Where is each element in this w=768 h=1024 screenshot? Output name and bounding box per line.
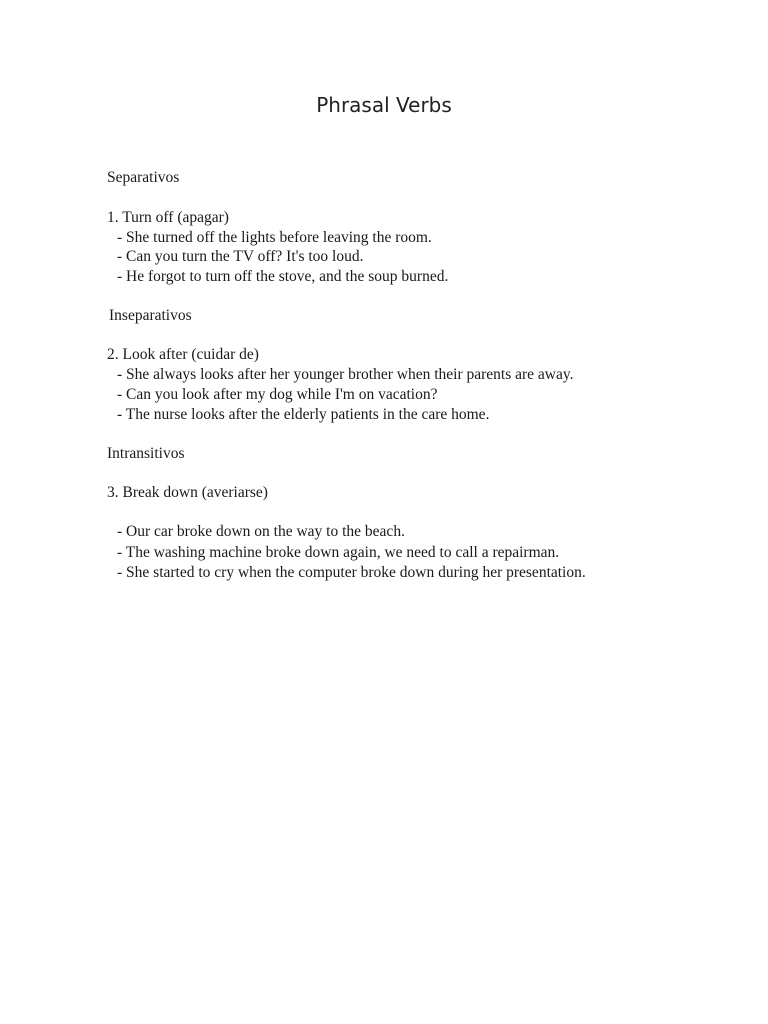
example-sentence: - She turned off the lights before leaving the room. [117,229,432,246]
example-sentence: - Can you turn the TV off? It's too loud. [117,248,364,265]
example-sentence: - He forgot to turn off the stove, and the soup burned. [117,268,449,285]
page-title: Phrasal Verbs [316,93,452,117]
example-sentence: - Can you look after my dog while I'm on vacation? [117,386,438,403]
example-sentence: - Our car broke down on the way to the beach. [117,523,405,540]
section-heading-separativos: Separativos [107,169,180,186]
example-sentence: - The washing machine broke down again, we need to call a repairman. [117,544,560,561]
example-sentence: - She started to cry when the computer broke down during her presentation. [117,564,586,581]
example-sentence: - She always looks after her younger brother when their parents are away. [117,366,574,383]
verb-look-after: 2. Look after (cuidar de) [107,346,259,363]
section-heading-inseparativos: Inseparativos [109,307,192,324]
example-sentence: - The nurse looks after the elderly patients in the care home. [117,406,490,423]
verb-break-down: 3. Break down (averiarse) [107,484,268,501]
verb-turn-off: 1. Turn off (apagar) [107,209,229,226]
section-heading-intransitivos: Intransitivos [107,445,185,462]
